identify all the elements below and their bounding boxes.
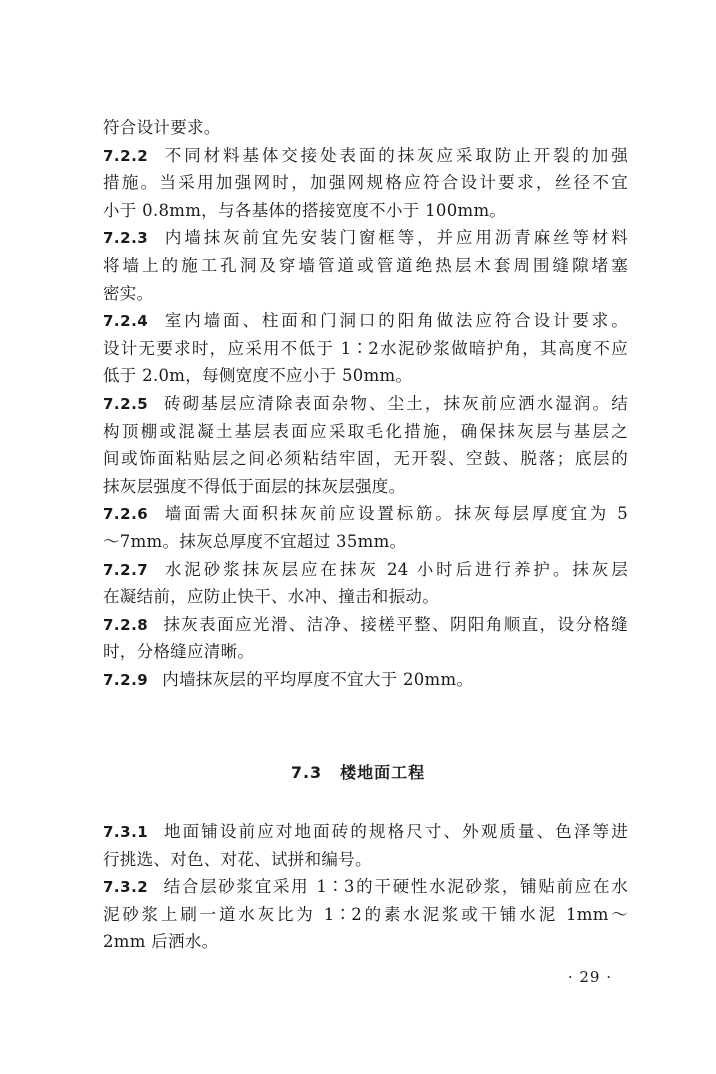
clause-line [103,901,628,929]
clause-line [103,197,628,225]
clause-number: 7.2.6 [103,505,149,524]
clause-text: 抹灰层强度不得低于面层的抹灰层强度。 [103,476,406,496]
section-number: 7.3 [290,763,323,782]
clause-number: 7.2.8 [103,615,149,634]
clause-text: 将墙上的施工孔洞及穿墙管道或管道绝热层木套周围缝隙堵塞 [103,255,628,275]
clause-line [103,666,628,694]
clause-line [103,846,628,874]
body-text-block-2 [103,818,628,956]
clause-number: 7.2.5 [103,394,149,413]
clause-text: 措施。当采用加强网时，加强网规格应符合设计要求，丝径不宜 [103,173,628,193]
clause-text: 水泥砂浆抹灰层应在抹灰 24 小时后进行养护。抹灰层 [162,559,628,579]
clause-text: 构顶棚或混凝土基层表面应采取毛化措施，确保抹灰层与基层之 [103,421,628,441]
clause-line [103,362,628,390]
clause-line [103,583,628,611]
clause-number: 7.2.2 [103,146,149,165]
clauses-7-2 [103,142,628,694]
page-number: · 29 · [567,968,612,986]
clause-line [103,418,628,446]
clause-text: 泥砂浆上刷一道水灰比为 1∶2的素水泥浆或干铺水泥 1mm～ [103,904,628,924]
clause-text: ～7mm。抹灰总厚度不宜超过 35mm。 [103,531,407,551]
intro-line: 符合设计要求。 [103,118,221,137]
clause-text: 2mm 后洒水。 [103,932,219,952]
clause-line [103,390,628,418]
clause-line [103,335,628,363]
clause-line [103,638,628,666]
clause-text: 时，分格缝应清晰。 [103,642,255,662]
clause-text: 间或饰面粘贴层之间必须粘结牢固，无开裂、空鼓、脱落；底层的 [103,449,628,469]
clause-line [103,873,628,901]
clause-text: 密实。 [103,283,154,303]
clause-line [103,528,628,556]
clause-line [103,928,628,956]
body-text-block [103,114,628,693]
clause-number: 7.2.9 [103,670,149,689]
clause-text: 在凝结前，应防止快干、水冲、撞击和振动。 [103,587,439,607]
section-title: 楼地面工程 [340,763,426,782]
clause-line [103,252,628,280]
clause-text: 小于 0.8mm，与各基体的搭接宽度不小于 100mm。 [103,200,507,220]
clause-number: 7.2.7 [103,560,149,579]
clause-number: 7.3.1 [103,823,149,841]
clause-line [103,818,628,846]
clause-text: 内墙抹灰层的平均厚度不宜大于 20mm。 [162,669,474,689]
clause-line [103,142,628,170]
clause-text: 砖砌基层应清除表面杂物、尘土，抹灰前应洒水湿润。结 [162,393,628,413]
section-heading [0,760,716,783]
clause-text: 结合层砂浆宜采用 1∶3的干硬性水泥砂浆，铺贴前应在水 [162,877,628,897]
clause-line [103,307,628,335]
clause-text: 行挑选、对色、对花、试拼和编号。 [103,849,372,869]
clause-line [103,473,628,501]
clause-line [103,280,628,308]
clauses-7-3 [103,818,628,956]
clause-line [103,224,628,252]
clause-line [103,611,628,639]
clause-line [103,445,628,473]
clause-text: 抹灰表面应光滑、洁净、接槎平整、阴阳角顺直，设分格缝 [162,614,628,634]
clause-text: 不同材料基体交接处表面的抹灰应采取防止开裂的加强 [162,145,628,165]
clause-line [103,556,628,584]
clause-text: 室内墙面、柱面和门洞口的阳角做法应符合设计要求。 [162,311,628,331]
clause-text: 墙面需大面积抹灰前应设置标筋。抹灰每层厚度宜为 5 [162,504,628,524]
clause-number: 7.2.4 [103,312,149,331]
clause-number: 7.3.2 [103,878,149,897]
clause-text: 低于 2.0m，每侧宽度不应小于 50mm。 [103,366,413,386]
clause-number: 7.2.3 [103,229,149,248]
clause-line [103,169,628,197]
clause-text: 地面铺设前应对地面砖的规格尺寸、外观质量、色泽等进 [162,822,628,841]
clause-text: 内墙抹灰前宜先安装门窗框等，并应用沥青麻丝等材料 [162,228,628,248]
clause-line [103,500,628,528]
clause-text: 设计无要求时，应采用不低于 1∶2水泥砂浆做暗护角，其高度不应 [103,338,628,358]
